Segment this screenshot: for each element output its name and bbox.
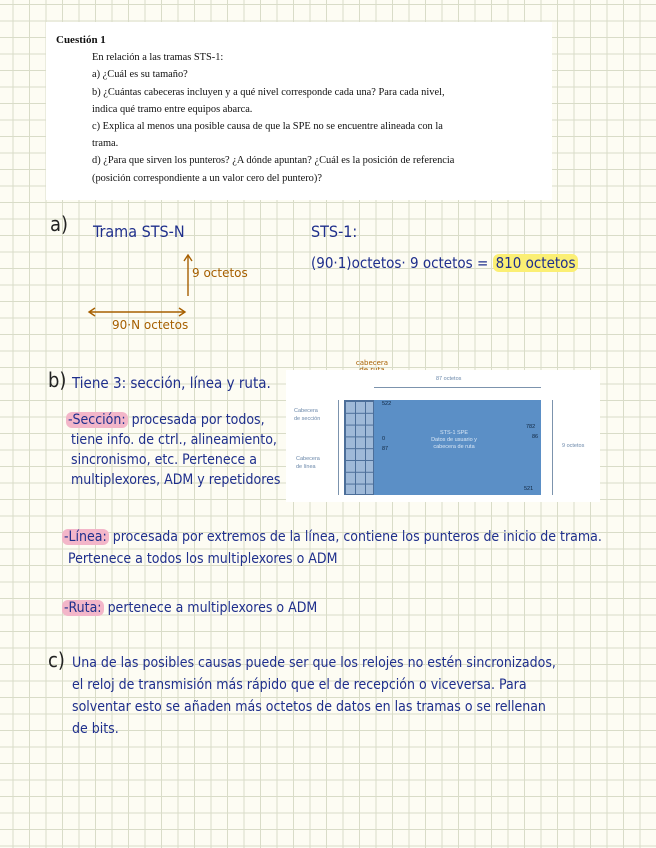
- cab-linea-label-1: Cabecera: [296, 456, 320, 462]
- pointer-522: 522: [382, 401, 392, 407]
- figure-top-dimension-line: [374, 387, 541, 388]
- spe-label-line: cabecera de ruta: [433, 444, 475, 450]
- seccion-text: tiene info. de ctrl., alineamiento,: [71, 432, 277, 448]
- pointer-782: 782: [526, 424, 536, 430]
- linea-text: Pertenece a todos los multiplexores o ADM: [68, 551, 338, 567]
- linea-text: procesada por extremos de la línea, contiene los punteros de inicio de trama.: [112, 529, 602, 545]
- seccion-key: -Sección:: [68, 412, 126, 428]
- seccion-text: procesada por todos,: [131, 412, 265, 428]
- answer-c-line: de bits.: [72, 721, 119, 737]
- answer-b-intro: Tiene 3: sección, línea y ruta.: [72, 374, 271, 392]
- question-box: [46, 22, 552, 200]
- linea-key: -Línea:: [64, 529, 107, 545]
- ruta-key: -Ruta:: [64, 600, 102, 616]
- trama-heading: Trama STS-N: [93, 222, 185, 241]
- question-line: En relación a las tramas STS-1:: [92, 52, 224, 64]
- question-line: b) ¿Cuántas cabeceras incluyen y a qué nivel corresponde cada una? Para cada nivel,: [92, 86, 445, 98]
- seccion-text: sincronismo, etc. Pertenece a: [71, 452, 258, 468]
- spe-label: [404, 430, 504, 451]
- question-line: indica qué tramo entre equipos abarca.: [92, 103, 253, 115]
- seccion-text: multiplexores, ADM y repetidores: [71, 472, 281, 488]
- pointer-521: 521: [524, 486, 534, 492]
- ruta-text: pertenece a multiplexores o ADM: [107, 600, 318, 616]
- cols-label: 90·N octetos: [112, 318, 189, 332]
- answer-a-label: a): [50, 212, 69, 236]
- figure-top-label: 87 octetos: [436, 376, 462, 382]
- answer-c-line: Una de las posibles causas puede ser que los relojes no estén sincronizados,: [72, 655, 556, 671]
- sts1-frame-figure: [286, 370, 600, 502]
- pointer-86: 86: [532, 434, 539, 440]
- linea-block: [62, 526, 602, 570]
- answer-c-line: el reloj de transmisión más rápido que el de recepción o viceversa. Para: [72, 677, 527, 693]
- figure-right-label: 9 octetos: [562, 443, 585, 449]
- answer-c-block: [72, 652, 556, 740]
- pointer-87: 87: [382, 446, 389, 452]
- rows-label: 9 octetos: [192, 266, 248, 280]
- calc-text: (90·1)octetos· 9 octetos =: [311, 254, 489, 272]
- question-line: a) ¿Cuál es su tamaño?: [92, 69, 188, 81]
- linea-first-line: [62, 526, 602, 548]
- spe-label-line: Datos de usuario y: [431, 437, 477, 443]
- answer-c-line: solventar esto se añaden más octetos de datos en las tramas o se rellenan: [72, 699, 546, 715]
- question-line: (posición correspondiente a un valor cero del puntero)?: [92, 172, 322, 184]
- question-line: c) Explica al menos una posible causa de que la SPE no se encuentre alineada con la: [92, 121, 443, 133]
- answer-b-label: b): [48, 368, 67, 392]
- figure-left-bracket: [338, 400, 339, 495]
- figure-right-dimension-line: [552, 400, 553, 495]
- spe-label-line: STS-1 SPE: [439, 430, 469, 436]
- ruta-line: [62, 600, 317, 616]
- cab-seccion-label-2: de sección: [294, 416, 321, 422]
- size-calculation: [311, 254, 578, 272]
- cab-seccion-label-1: Cabecera: [294, 408, 318, 414]
- cab-linea-label-2: de línea: [296, 464, 316, 470]
- question-title: Cuestión 1: [56, 34, 106, 46]
- sts1-heading: STS-1:: [311, 222, 358, 241]
- seccion-first-line: [66, 410, 280, 430]
- question-line: trama.: [92, 138, 119, 150]
- pointer-0: 0: [382, 436, 386, 442]
- transport-overhead-grid: [344, 400, 374, 495]
- result-highlight: 810 octetos: [493, 254, 579, 272]
- seccion-block: [66, 410, 280, 490]
- answer-c-label: c): [48, 648, 65, 672]
- question-line: d) ¿Para que sirven los punteros? ¿A dónde apuntan? ¿Cuál es la posición de referencia: [92, 155, 455, 167]
- cabecera-ruta-label: cabecera: [355, 359, 389, 367]
